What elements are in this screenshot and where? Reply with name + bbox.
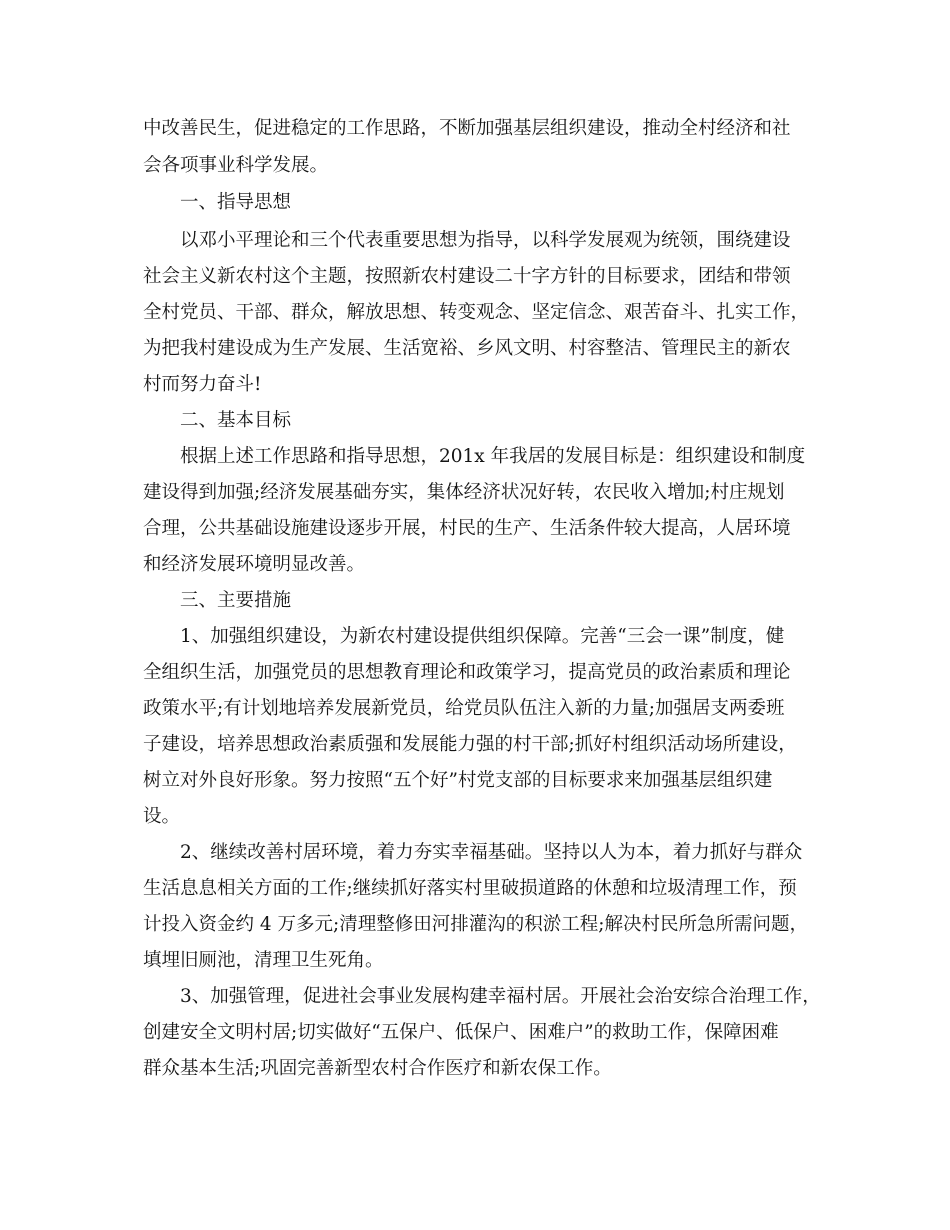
- text-line: 计投入资金约 4 万多元;清理整修田河排灌沟的积淤工程;解决村民所急所需问题，: [143, 914, 809, 935]
- section-heading-basic-goals: 二、基本目标: [180, 410, 292, 431]
- text-line: 设。: [143, 806, 181, 827]
- text-line: 村而努力奋斗!: [143, 374, 262, 395]
- section-heading-guiding-ideology: 一、指导思想: [180, 192, 292, 213]
- text-line: 全村党员、干部、群众，解放思想、转变观念、坚定信念、艰苦奋斗、扎实工作，: [143, 302, 810, 323]
- text-line: 1、加强组织建设，为新农村建设提供组织保障。完善“三会一课”制度，健: [180, 626, 785, 647]
- text-line: 中改善民生，促进稳定的工作思路，不断加强基层组织建设，推动全村经济和社: [143, 118, 791, 139]
- text-line: 和经济发展环境明显改善。: [143, 554, 366, 575]
- text-line: 为把我村建设成为生产发展、生活宽裕、乡风文明、村容整洁、管理民主的新农: [143, 338, 791, 359]
- text-line: 3、加强管理，促进社会事业发展构建幸福村居。开展社会治安综合治理工作，: [180, 986, 821, 1007]
- text-line: 合理，公共基础设施建设逐步开展，村民的生产、生活条件较大提高，人居环境: [143, 518, 791, 539]
- text-line: 以邓小平理论和三个代表重要思想为指导，以科学发展观为统领，围绕建设: [180, 230, 791, 251]
- text-line: 树立对外良好形象。努力按照“五个好”村党支部的目标要求来加强基层组织建: [143, 770, 773, 791]
- text-line: 全组织生活，加强党员的思想教育理论和政策学习，提高党员的政治素质和理论: [143, 662, 791, 683]
- text-line: 建设得到加强;经济发展基础夯实，集体经济状况好转，农民收入增加;村庄规划: [143, 482, 785, 503]
- text-line: 根据上述工作思路和指导思想，201x 年我居的发展目标是：组织建设和制度: [180, 446, 806, 467]
- text-line: 填埋旧厕池，清理卫生死角。: [143, 950, 384, 971]
- text-line: 会各项事业科学发展。: [143, 155, 329, 176]
- text-line: 政策水平;有计划地培养发展新党员，给党员队伍注入新的力量;加强居支两委班: [143, 698, 785, 719]
- section-heading-main-measures: 三、主要措施: [180, 590, 292, 611]
- text-line: 创建安全文明村居;切实做好“五保户、低保户、困难户”的救助工作，保障困难: [143, 1022, 779, 1043]
- text-line: 生活息息相关方面的工作;继续抓好落实村里破损道路的休憩和垃圾清理工作，预: [143, 878, 797, 899]
- text-line: 社会主义新农村这个主题，按照新农村建设二十字方针的目标要求，团结和带领: [143, 266, 791, 287]
- text-line: 群众基本生活;巩固完善新型农村合作医疗和新农保工作。: [143, 1058, 612, 1079]
- text-line: 2、继续改善村居环境，着力夯实幸福基础。坚持以人为本，着力抓好与群众: [180, 842, 803, 863]
- text-line: 子建设，培养思想政治素质强和发展能力强的村干部;抓好村组织活动场所建设，: [143, 734, 797, 755]
